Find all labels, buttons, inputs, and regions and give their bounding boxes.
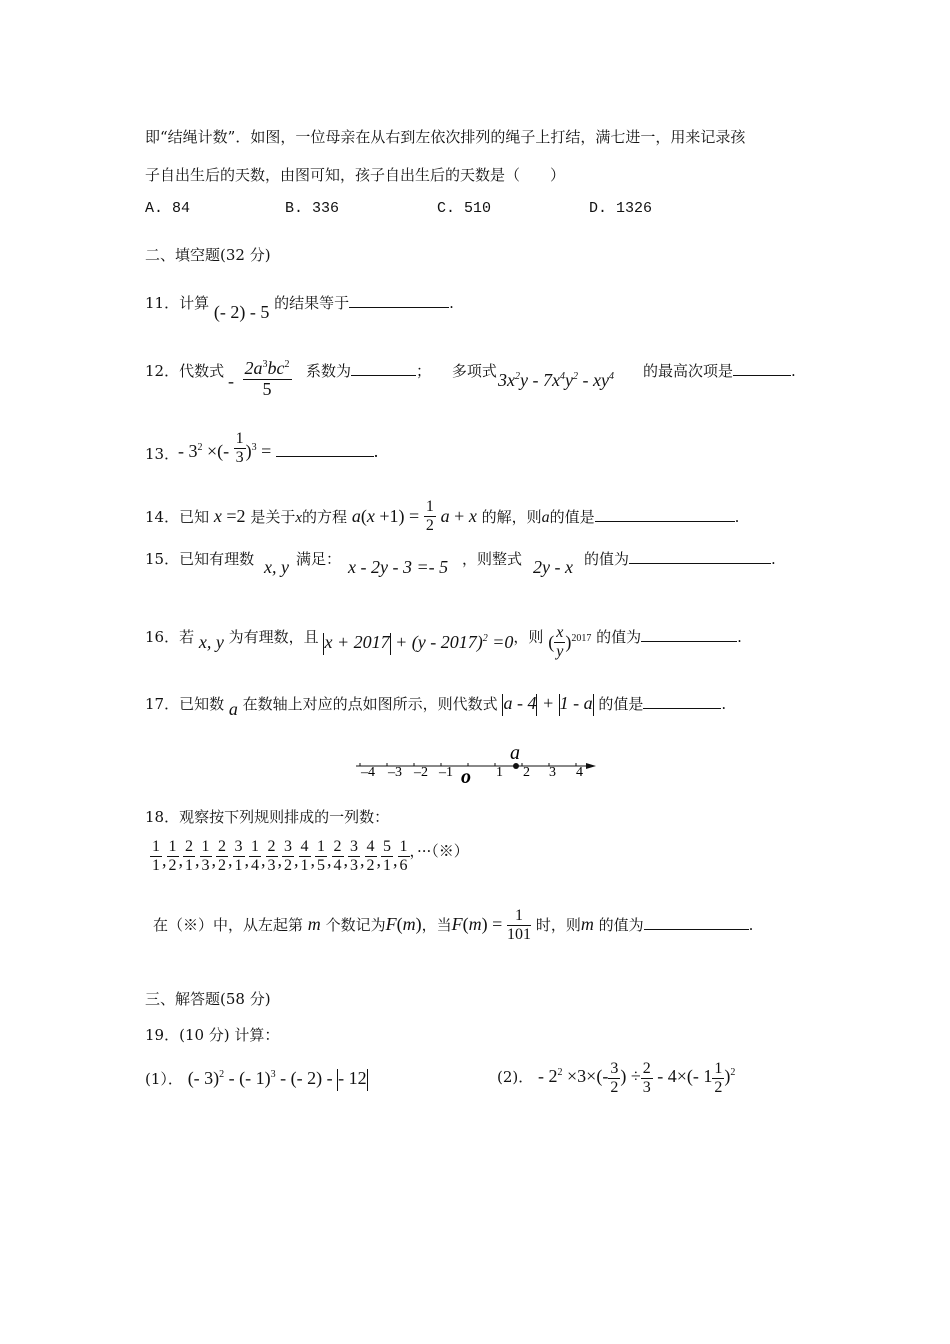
sequence-fraction: $\frac{1}{1}$ xyxy=(152,838,160,874)
q17: 17．已知数 a 在数轴上对应的点如图所示，则代数式 a - 4 + 1 - a 的值是 . xyxy=(145,693,727,719)
tick-label-2: 2 xyxy=(523,765,530,780)
sequence-fraction: $\frac{3}{1}$ xyxy=(234,838,243,874)
q14: 14．已知 x =2 是关于x的方程 a(x +1) = $\frac{1}{2}$ a + x 的解，则a的值是 . xyxy=(145,498,740,534)
number-line-arrow-icon xyxy=(586,763,596,769)
q15-mid1: 满足： xyxy=(296,550,342,568)
q15-left xyxy=(145,548,254,569)
q15-vars: x, y xyxy=(264,557,289,577)
q11: 11．计算 (- 2) - 5 的结果等于 . xyxy=(145,294,454,322)
sequence-fraction: $\frac{4}{1}$ xyxy=(300,838,309,874)
q18-sequence xyxy=(150,838,469,874)
q13-blank[interactable] xyxy=(276,442,374,457)
q12-poly-label: 多项式 xyxy=(451,362,497,380)
q11-pre: 计算 xyxy=(179,294,210,312)
q15-blank[interactable] xyxy=(629,549,771,564)
q17-pre: 已知数 xyxy=(179,695,225,713)
tick-label-neg1: –1 xyxy=(439,765,453,780)
q10-line1: 即“结绳计数”．如图，一位母亲在从右到左依次排列的绳子上打结，满七进一，用来记录孩 xyxy=(145,128,746,146)
origin-label: o xyxy=(461,766,471,788)
q17-mid1: 在数轴上对应的点如图所示，则代数式 xyxy=(242,695,498,713)
q12-polynomial: $3x^2y - 7x^4y^2 - xy^4$ xyxy=(498,370,614,390)
q17-blank[interactable] xyxy=(643,694,721,709)
q17-num: 17． xyxy=(145,695,180,713)
q15-pre: 已知有理数 xyxy=(179,550,255,568)
q18-blank[interactable] xyxy=(644,915,749,930)
q10-option-c: C. 510 xyxy=(437,200,492,217)
q18-pre: 观察按下列规则排成的一列数： xyxy=(179,808,390,826)
q12-monomial: - $\frac{2a^3bc^2}{5}$ xyxy=(228,358,290,399)
q11-num: 11． xyxy=(145,294,180,312)
q12-coef-label: 系数为 xyxy=(306,362,352,380)
sequence-fraction: $\frac{2}{4}$ xyxy=(333,838,342,874)
q15-end: 的值为 . xyxy=(584,550,776,568)
point-a-label: a xyxy=(510,742,520,764)
q18-line2-post: 的值为 xyxy=(598,916,644,935)
q15-poly: 2y - x xyxy=(533,557,573,577)
sequence-fraction: $\frac{5}{1}$ xyxy=(383,838,391,874)
q19-part1: (1）． (- 3)$^2$ - (- 1)$^3$ - (- 2) - - 12 xyxy=(145,1068,368,1091)
section2-title: 二、填空题(32 分) xyxy=(145,246,271,264)
q15-equation: x - 2y - 3 =- 5 xyxy=(348,557,449,577)
q18-head xyxy=(145,806,389,827)
sequence-fraction: $\frac{3}{2}$ xyxy=(284,838,292,874)
sequence-fraction: $\frac{2}{3}$ xyxy=(267,838,276,874)
sequence-fraction: $\frac{1}{4}$ xyxy=(251,838,259,874)
q14-mid3: 的解，则 xyxy=(481,508,542,527)
q18-tail: ，···（※） xyxy=(409,842,469,861)
tick-label-4: 4 xyxy=(576,765,583,780)
q16-pre: 若 xyxy=(179,628,195,647)
tick-label-1: 1 xyxy=(496,765,503,780)
q13-num: 13． xyxy=(145,445,180,463)
q16-mid1: 为有理数，且 xyxy=(228,628,319,647)
q16-num: 16． xyxy=(145,628,180,647)
q19-head: 19．(10 分) 计算： xyxy=(145,1026,280,1044)
q15-post: 的值为 xyxy=(584,550,630,568)
q18-fractions: $\frac{1}{1}$ , $\frac{1}{2}$ , $\frac{2}{1}$ , $\frac{1}{3}$ , $\frac{2}{2}$ , $\frac{3}{1}$ , $\frac{1}{4}$ , $\frac{2}{3}$ , $\frac{3}{2}$ , $\frac{4}{1}$ , $\frac{1}{5}$ , $\frac{2}{4}$ , $\frac{3}{3}$ , $\frac{4}{2}$ , $\frac{5}{1}$ , $\frac{1}{6}$ xyxy=(152,838,408,874)
q10-line2: 子自出生后的天数，由图可知，孩子自出生后的天数是（ ） xyxy=(145,166,566,184)
q16-blank[interactable] xyxy=(641,627,737,642)
q19-part2: (2)． - $2^2 \times 3\times(-$ $\frac{3}{2}$ ) ÷ $\frac{2}{3}$ - 4×(- 1 $\frac{1}{2}$ )$^2$ xyxy=(497,1060,736,1096)
q12-mid xyxy=(306,360,497,381)
q12-blank-1[interactable] xyxy=(351,361,416,376)
q16-post: 的值为 xyxy=(596,628,642,647)
q15-mid2: ，则整式 xyxy=(462,550,523,568)
q12 xyxy=(145,360,224,381)
q14-post: 的值是 xyxy=(549,508,595,527)
q12-end: 的最高次项是 . xyxy=(643,362,796,380)
q11-answer-blank[interactable] xyxy=(349,293,449,308)
q14-blank[interactable] xyxy=(595,507,735,522)
q10-option-a: A. 84 xyxy=(145,200,191,217)
q18-line2-mid1: 个数记为 xyxy=(325,916,386,935)
q12-post: 的最高次项是 xyxy=(643,362,734,380)
q12-semi: ； xyxy=(416,362,432,380)
q17-post: 的值是 xyxy=(598,695,644,713)
q13-expr: - $3^2$ ×(- $\frac{1}{3}$ )$^3$ = . xyxy=(178,430,379,466)
q10-option-b: B. 336 xyxy=(285,200,340,217)
sequence-fraction: $\frac{2}{2}$ xyxy=(218,838,226,874)
q19-part2-label: (2)． xyxy=(497,1068,534,1087)
sequence-fraction: $\frac{4}{2}$ xyxy=(366,838,375,874)
q14-mid2: 的方程 xyxy=(302,508,348,527)
q11-expr: (- 2) - 5 xyxy=(213,302,270,322)
q14-num: 14． xyxy=(145,508,180,527)
tick-label-neg2: –2 xyxy=(414,765,428,780)
tick-label-neg3: –3 xyxy=(388,765,402,780)
q19-part1-label: (1）． xyxy=(145,1070,183,1088)
q16-mid2: ，则 xyxy=(513,628,544,647)
sequence-fraction: $\frac{3}{3}$ xyxy=(350,838,358,874)
tick-label-neg4: –4 xyxy=(361,765,375,780)
sequence-fraction: $\frac{1}{2}$ xyxy=(168,838,177,874)
q12-pre: 代数式 xyxy=(179,362,225,380)
sequence-fraction: $\frac{1}{6}$ xyxy=(399,838,408,874)
sequence-fraction: $\frac{1}{3}$ xyxy=(201,838,210,874)
sequence-fraction: $\frac{1}{5}$ xyxy=(317,838,325,874)
sequence-fraction: $\frac{2}{1}$ xyxy=(185,838,193,874)
q14-mid1: 是关于 xyxy=(250,508,296,527)
q12-num: 12． xyxy=(145,362,180,380)
q12-blank-2[interactable] xyxy=(733,361,791,376)
tick-label-3: 3 xyxy=(549,765,556,780)
q14-pre: 已知 xyxy=(179,508,210,527)
number-line xyxy=(350,738,610,788)
q16: 16．若 x, y 为有理数，且 x + 2017 + (y - 2017)$^2$ =0，则 ( $\frac{x}{y}$ )$^{2017}$ 的值为 . xyxy=(145,624,742,660)
q18-line2-mid2: ，当 xyxy=(421,916,452,935)
q18-line2-mid3: 时，则 xyxy=(535,916,581,935)
q15-num: 15． xyxy=(145,550,180,568)
q11-post: 的结果等于 xyxy=(274,294,350,312)
q18-line2-pre: 在（※）中，从左起第 xyxy=(153,916,304,935)
section3-title: 三、解答题(58 分) xyxy=(145,990,271,1008)
q10-option-d: D. 1326 xyxy=(589,200,653,217)
q18-num: 18． xyxy=(145,808,180,826)
q18-line2: 在（※）中，从左起第 m 个数记为F(m)，当F(m) = $\frac{1}{101}$ 时，则m 的值为 . xyxy=(153,907,754,943)
